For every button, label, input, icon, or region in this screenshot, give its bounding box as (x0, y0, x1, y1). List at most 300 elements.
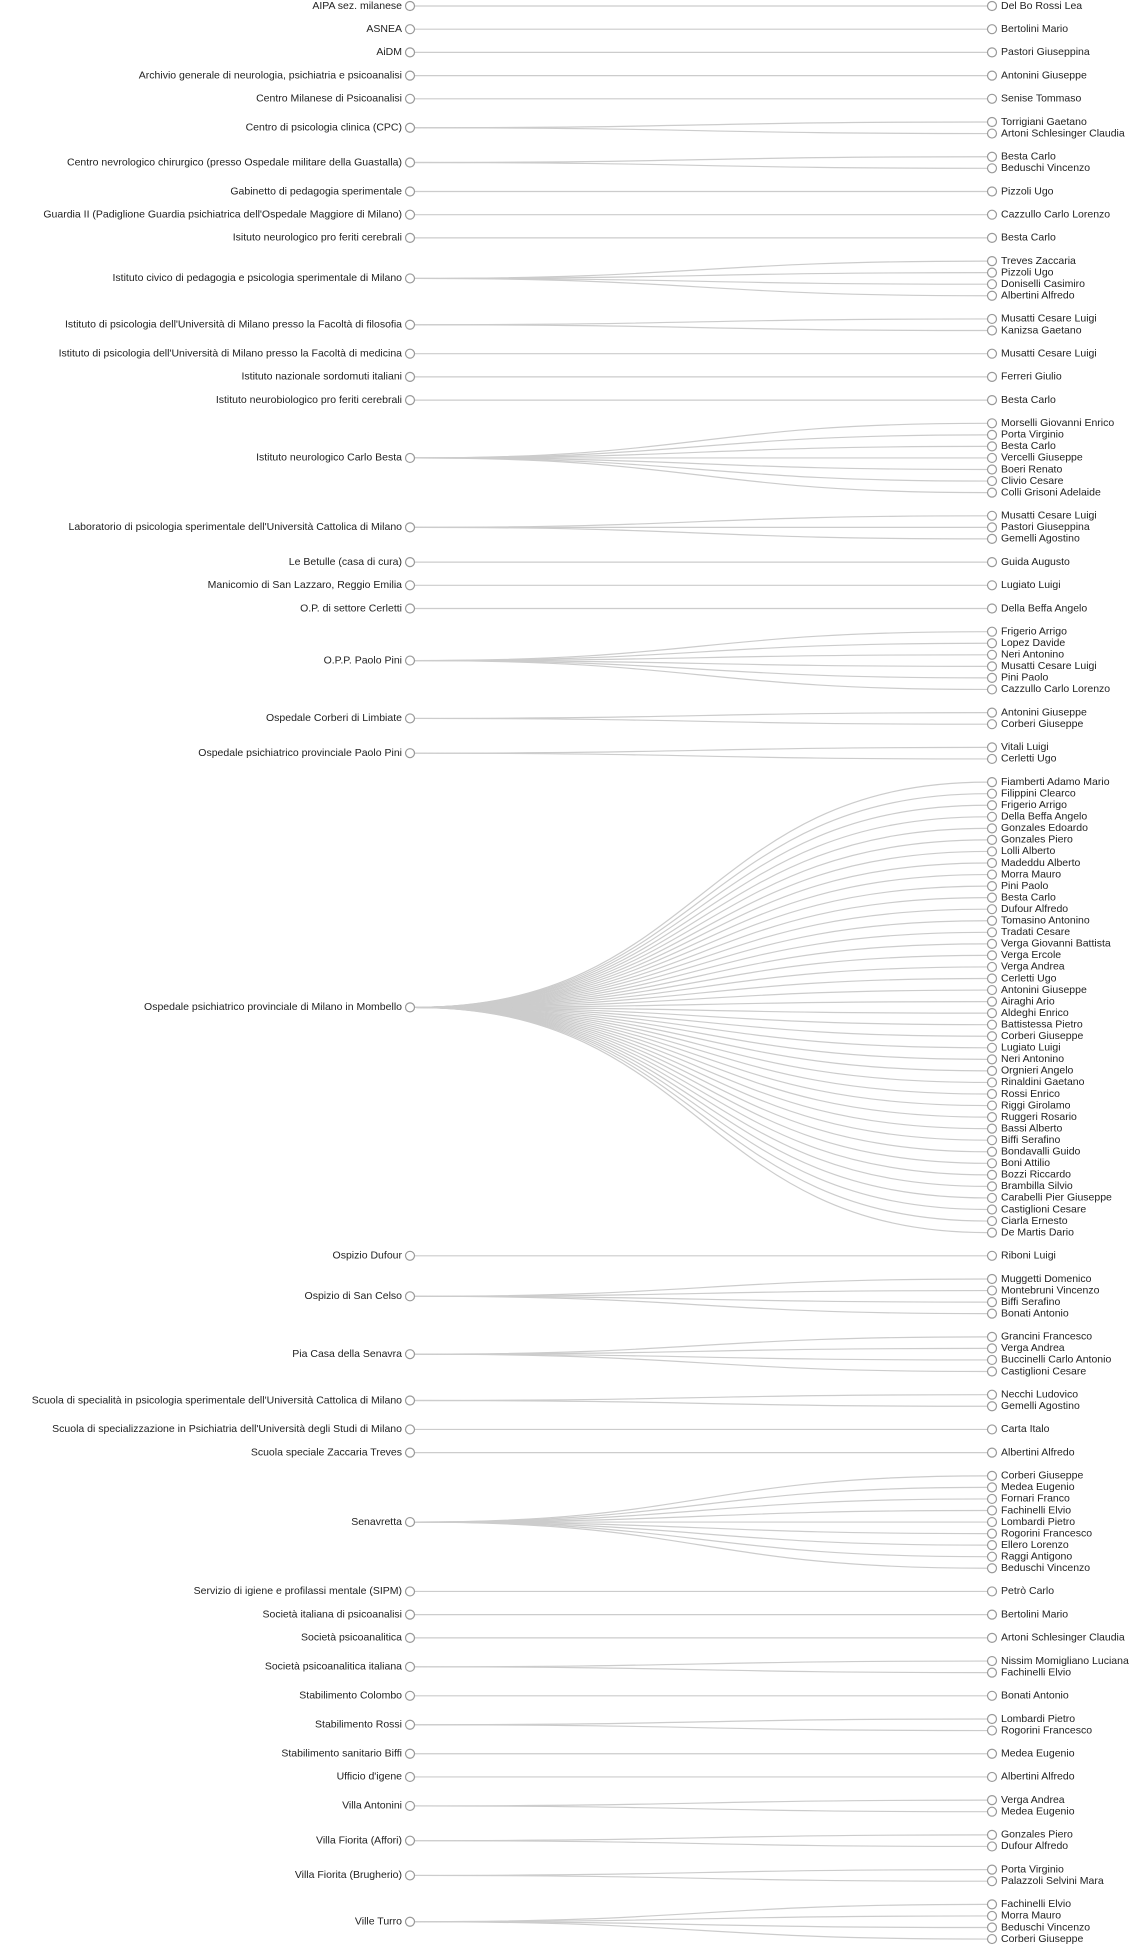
person-label: Torrigiani Gaetano (1001, 115, 1087, 128)
person-node[interactable] (988, 1633, 997, 1642)
person-node[interactable] (988, 1564, 997, 1573)
link-23-9 (415, 886, 988, 1007)
link-23-25 (415, 1007, 988, 1071)
institution-node[interactable] (406, 656, 415, 665)
person-label: Dufour Alfredo (1001, 1840, 1069, 1853)
person-node[interactable] (988, 129, 997, 138)
person-node[interactable] (988, 1136, 997, 1145)
person-label: Orgnieri Angelo (1001, 1064, 1074, 1077)
person-node[interactable] (988, 1205, 997, 1214)
institution-label: Le Betulle (casa di cura) (288, 555, 402, 568)
link-22-0 (415, 747, 988, 753)
institution-label: Ospedale psichiatrico provinciale di Milano in Mombello (144, 1001, 402, 1014)
person-node[interactable] (988, 1900, 997, 1909)
institution-label: Istituto neurologico Carlo Besta (256, 451, 402, 464)
institution-node[interactable] (406, 123, 415, 132)
person-node[interactable] (988, 939, 997, 948)
person-label: Frigerio Arrigo (1001, 625, 1067, 638)
person-label: Medea Eugenio (1001, 1805, 1075, 1818)
person-label: Petrò Carlo (1001, 1585, 1055, 1598)
person-node[interactable] (988, 1228, 997, 1237)
institution-node[interactable] (406, 187, 415, 196)
person-node[interactable] (988, 233, 997, 242)
person-label: Besta Carlo (1001, 150, 1056, 163)
person-node[interactable] (988, 1772, 997, 1781)
person-label: Verga Andrea (1001, 1793, 1065, 1806)
person-label: Medea Eugenio (1001, 1481, 1075, 1494)
person-label: Dufour Alfredo (1001, 902, 1069, 915)
person-label: Riggi Girolamo (1001, 1099, 1071, 1112)
person-node[interactable] (988, 1078, 997, 1087)
institution-node[interactable] (406, 396, 415, 405)
person-node[interactable] (988, 859, 997, 868)
person-label: Verga Giovanni Battista (1001, 937, 1111, 950)
person-node[interactable] (988, 928, 997, 937)
link-34-0 (415, 1661, 988, 1667)
person-node[interactable] (988, 1032, 997, 1041)
person-label: Porta Virginio (1001, 1863, 1064, 1876)
link-23-13 (415, 932, 988, 1007)
person-node[interactable] (988, 291, 997, 300)
person-node[interactable] (988, 1066, 997, 1075)
institution-label: Stabilimento Rossi (315, 1718, 402, 1731)
person-label: Porta Virginio (1001, 428, 1064, 441)
person-label: Artoni Schlesinger Claudia (1001, 127, 1125, 140)
person-label: Ferreri Giulio (1001, 370, 1062, 383)
link-23-30 (415, 1007, 988, 1128)
person-node[interactable] (988, 685, 997, 694)
person-label: Grancini Francesco (1001, 1330, 1093, 1343)
institution-label: ASNEA (366, 22, 402, 35)
person-node[interactable] (988, 1367, 997, 1376)
institution-label: Istituto neurobiologico pro feriti cerebrali (215, 393, 402, 406)
person-label: Cerletti Ugo (1001, 752, 1057, 765)
institution-node[interactable] (406, 523, 415, 532)
institution-label: Villa Fiorita (Affori) (316, 1834, 402, 1847)
person-label: Lopez Davide (1001, 637, 1066, 650)
person-node[interactable] (988, 349, 997, 358)
person-node[interactable] (988, 1124, 997, 1133)
institution-node[interactable] (406, 372, 415, 381)
institution-node[interactable] (406, 1749, 415, 1758)
person-node[interactable] (988, 1055, 997, 1064)
person-node[interactable] (988, 870, 997, 879)
link-16-0 (415, 516, 988, 528)
person-label: Gonzales Piero (1001, 833, 1073, 846)
person-node[interactable] (988, 1796, 997, 1805)
institution-node[interactable] (406, 1633, 415, 1642)
person-node[interactable] (988, 1541, 997, 1550)
institution-label: O.P.P. Paolo Pini (323, 654, 402, 667)
person-node[interactable] (988, 534, 997, 543)
person-label: Palazzoli Selvini Mara (1001, 1874, 1104, 1887)
institution-node[interactable] (406, 558, 415, 567)
person-node[interactable] (988, 916, 997, 925)
person-label: Biffi Serafino (1001, 1295, 1061, 1308)
person-node[interactable] (988, 1506, 997, 1515)
institution-node[interactable] (406, 1801, 415, 1810)
institution-label: Villa Fiorita (Brugherio) (294, 1869, 402, 1882)
institution-label: Scuola di specialità in psicologia sperimentale dell'Università Cattolica di Milano (31, 1394, 402, 1407)
person-node[interactable] (988, 882, 997, 891)
link-23-26 (415, 1007, 988, 1082)
person-node[interactable] (988, 326, 997, 335)
person-node[interactable] (988, 1657, 997, 1666)
person-node[interactable] (988, 71, 997, 80)
institution-node[interactable] (406, 714, 415, 723)
institution-node[interactable] (406, 2, 415, 11)
institution-node[interactable] (406, 749, 415, 758)
institution-node[interactable] (406, 1003, 415, 1012)
person-node[interactable] (988, 187, 997, 196)
person-label: Della Beffa Angelo (1001, 810, 1088, 823)
person-node[interactable] (988, 1529, 997, 1538)
link-23-6 (415, 851, 988, 1007)
link-23-33 (415, 1007, 988, 1163)
person-label: Bozzi Riccardo (1001, 1168, 1072, 1181)
person-label: Lombardi Pietro (1001, 1712, 1076, 1725)
person-node[interactable] (988, 1610, 997, 1619)
person-label: Rossi Enrico (1001, 1087, 1060, 1100)
institution-label: Istituto di psicologia dell'Università di Milano presso la Facoltà di filosofia (65, 318, 402, 331)
institution-label: Istituto nazionale sordomuti italiani (241, 370, 402, 383)
person-node[interactable] (988, 1830, 997, 1839)
person-node[interactable] (988, 627, 997, 636)
person-node[interactable] (988, 1090, 997, 1099)
institution-node[interactable] (406, 320, 415, 329)
link-22-1 (415, 753, 988, 759)
person-label: Morra Mauro (1001, 1909, 1062, 1922)
person-node[interactable] (988, 835, 997, 844)
person-node[interactable] (988, 280, 997, 289)
person-label: Fachinelli Elvio (1001, 1666, 1072, 1679)
institution-label: Centro Milanese di Psicoanalisi (256, 92, 402, 105)
person-label: Brambilla Silvio (1001, 1180, 1073, 1193)
person-node[interactable] (988, 708, 997, 717)
person-label: Gonzales Edoardo (1001, 822, 1088, 835)
institution-node[interactable] (406, 1871, 415, 1880)
institution-node[interactable] (406, 1425, 415, 1434)
institution-node[interactable] (406, 71, 415, 80)
institution-label: Senavretta (351, 1515, 402, 1528)
link-23-14 (415, 944, 988, 1008)
person-node[interactable] (988, 1726, 997, 1735)
person-label: Pastori Giuseppina (1001, 46, 1090, 59)
person-node[interactable] (988, 789, 997, 798)
person-label: Besta Carlo (1001, 393, 1056, 406)
person-node[interactable] (988, 893, 997, 902)
institution-node[interactable] (406, 581, 415, 590)
person-node[interactable] (988, 372, 997, 381)
person-label: Neri Antonino (1001, 1053, 1065, 1066)
person-node[interactable] (988, 1390, 997, 1399)
person-node[interactable] (988, 581, 997, 590)
person-node[interactable] (988, 801, 997, 810)
person-node[interactable] (988, 523, 997, 532)
person-label: Ellero Lorenzo (1001, 1538, 1069, 1551)
person-node[interactable] (988, 1842, 997, 1851)
institution-node[interactable] (406, 1350, 415, 1359)
person-node[interactable] (988, 1251, 997, 1260)
person-label: Albertini Alfredo (1001, 1770, 1075, 1783)
person-node[interactable] (988, 1691, 997, 1700)
person-label: Pini Paolo (1001, 671, 1049, 684)
link-11-1 (415, 325, 988, 331)
person-label: Bassi Alberto (1001, 1122, 1063, 1135)
person-node[interactable] (988, 986, 997, 995)
person-node[interactable] (988, 419, 997, 428)
person-node[interactable] (988, 152, 997, 161)
person-node[interactable] (988, 1877, 997, 1886)
person-label: Madeddu Alberto (1001, 856, 1081, 869)
link-11-0 (415, 319, 988, 325)
person-node[interactable] (988, 210, 997, 219)
person-node[interactable] (988, 164, 997, 173)
person-node[interactable] (988, 314, 997, 323)
person-node[interactable] (988, 951, 997, 960)
institution-label: Laboratorio di psicologia sperimentale dell'Università Cattolica di Milano (68, 521, 402, 534)
person-node[interactable] (988, 1668, 997, 1677)
person-node[interactable] (988, 1923, 997, 1932)
person-label: Aldeghi Enrico (1001, 1006, 1069, 1019)
person-label: Musatti Cesare Luigi (1001, 660, 1097, 673)
person-node[interactable] (988, 812, 997, 821)
institution-node[interactable] (406, 274, 415, 283)
person-label: Antonini Giuseppe (1001, 706, 1087, 719)
person-node[interactable] (988, 94, 997, 103)
institution-label: Scuola speciale Zaccaria Treves (250, 1446, 402, 1459)
person-label: Lugiato Luigi (1001, 579, 1061, 592)
person-label: Musatti Cesare Luigi (1001, 509, 1097, 522)
institution-node[interactable] (406, 210, 415, 219)
person-label: Nissim Momigliano Luciana (1001, 1654, 1129, 1667)
person-label: Morselli Giovanni Enrico (1001, 417, 1115, 430)
person-node[interactable] (988, 488, 997, 497)
person-node[interactable] (988, 824, 997, 833)
person-node[interactable] (988, 1587, 997, 1596)
person-node[interactable] (988, 1448, 997, 1457)
institution-label: Società psicoanalitica (301, 1631, 402, 1644)
institution-node[interactable] (406, 1251, 415, 1260)
person-node[interactable] (988, 1147, 997, 1156)
person-node[interactable] (988, 1043, 997, 1052)
person-node[interactable] (988, 1298, 997, 1307)
person-node[interactable] (988, 905, 997, 914)
person-node[interactable] (988, 997, 997, 1006)
person-label: Bonati Antonio (1001, 1307, 1069, 1320)
institution-node[interactable] (406, 1448, 415, 1457)
person-node[interactable] (988, 1344, 997, 1353)
person-node[interactable] (988, 477, 997, 486)
person-node[interactable] (988, 1286, 997, 1295)
person-node[interactable] (988, 118, 997, 127)
person-node[interactable] (988, 2, 997, 11)
person-node[interactable] (988, 720, 997, 729)
person-node[interactable] (988, 1807, 997, 1816)
institution-node[interactable] (406, 1396, 415, 1405)
person-label: Bertolini Mario (1001, 22, 1069, 35)
person-label: Pini Paolo (1001, 879, 1049, 892)
person-node[interactable] (988, 1193, 997, 1202)
link-16-2 (415, 527, 988, 539)
institution-label: O.P. di settore Cerletti (300, 602, 402, 615)
person-label: Necchi Ludovico (1001, 1388, 1079, 1401)
person-node[interactable] (988, 465, 997, 474)
person-node[interactable] (988, 754, 997, 763)
person-node[interactable] (988, 650, 997, 659)
person-node[interactable] (988, 1113, 997, 1122)
person-label: Carabelli Pier Giuseppe (1001, 1191, 1112, 1204)
person-label: Gemelli Agostino (1001, 532, 1080, 545)
person-node[interactable] (988, 778, 997, 787)
person-node[interactable] (988, 1182, 997, 1191)
person-label: Castiglioni Cesare (1001, 1365, 1087, 1378)
person-node[interactable] (988, 442, 997, 451)
person-label: Riboni Luigi (1001, 1249, 1056, 1262)
institution-node[interactable] (406, 1610, 415, 1619)
person-label: Besta Carlo (1001, 231, 1056, 244)
person-node[interactable] (988, 25, 997, 34)
institution-node[interactable] (406, 453, 415, 462)
person-node[interactable] (988, 1101, 997, 1110)
person-node[interactable] (988, 1402, 997, 1411)
person-label: Fachinelli Elvio (1001, 1898, 1072, 1911)
institution-node[interactable] (406, 1836, 415, 1845)
person-node[interactable] (988, 1911, 997, 1920)
institution-node[interactable] (406, 1772, 415, 1781)
institution-node[interactable] (406, 1720, 415, 1729)
person-label: Carta Italo (1001, 1423, 1050, 1436)
person-node[interactable] (988, 1009, 997, 1018)
person-label: Castiglioni Cesare (1001, 1203, 1087, 1216)
institution-node[interactable] (406, 25, 415, 34)
institution-label: Pia Casa della Senavra (292, 1347, 402, 1360)
person-node[interactable] (988, 1170, 997, 1179)
institution-node[interactable] (406, 94, 415, 103)
link-23-4 (415, 828, 988, 1007)
institution-node[interactable] (406, 1662, 415, 1671)
person-node[interactable] (988, 257, 997, 266)
person-label: Beduschi Vincenzo (1001, 1921, 1091, 1934)
institution-node[interactable] (406, 1917, 415, 1926)
person-node[interactable] (988, 1355, 997, 1364)
person-label: Frigerio Arrigo (1001, 799, 1067, 812)
person-label: Guida Augusto (1001, 555, 1070, 568)
person-node[interactable] (988, 1425, 997, 1434)
person-label: Bonati Antonio (1001, 1689, 1069, 1702)
person-node[interactable] (988, 1518, 997, 1527)
person-label: Corberi Giuseppe (1001, 1469, 1084, 1482)
person-node[interactable] (988, 1020, 997, 1029)
person-label: Boeri Renato (1001, 463, 1063, 476)
institution-node[interactable] (406, 604, 415, 613)
person-node[interactable] (988, 396, 997, 405)
institution-node[interactable] (406, 349, 415, 358)
person-node[interactable] (988, 1217, 997, 1226)
person-node[interactable] (988, 1935, 997, 1944)
person-node[interactable] (988, 1471, 997, 1480)
person-node[interactable] (988, 558, 997, 567)
person-node[interactable] (988, 639, 997, 648)
person-node[interactable] (988, 1332, 997, 1341)
person-label: Morra Mauro (1001, 868, 1062, 881)
institution-node[interactable] (406, 1292, 415, 1301)
person-node[interactable] (988, 673, 997, 682)
person-node[interactable] (988, 604, 997, 613)
person-node[interactable] (988, 974, 997, 983)
person-node[interactable] (988, 1552, 997, 1561)
link-41-1 (415, 1875, 988, 1881)
institution-node[interactable] (406, 158, 415, 167)
institution-label: Ufficio d'igene (336, 1770, 402, 1783)
person-label: Tradati Cesare (1001, 926, 1071, 939)
institution-label: Istituto di psicologia dell'Università di Milano presso la Facoltà di medicina (58, 347, 402, 360)
link-23-39 (415, 1007, 988, 1232)
person-label: Doniselli Casimiro (1001, 277, 1086, 290)
institution-node[interactable] (406, 48, 415, 57)
person-label: Besta Carlo (1001, 891, 1056, 904)
person-label: Besta Carlo (1001, 440, 1056, 453)
person-node[interactable] (988, 847, 997, 856)
person-label: Cazzullo Carlo Lorenzo (1001, 683, 1111, 696)
institution-label: Ville Turro (354, 1915, 402, 1928)
person-node[interactable] (988, 1159, 997, 1168)
person-label: Artoni Schlesinger Claudia (1001, 1631, 1125, 1644)
institution-node[interactable] (406, 1587, 415, 1596)
person-node[interactable] (988, 962, 997, 971)
person-node[interactable] (988, 1483, 997, 1492)
person-label: Neri Antonino (1001, 648, 1065, 661)
person-node[interactable] (988, 430, 997, 439)
person-label: Cazzullo Carlo Lorenzo (1001, 208, 1111, 221)
person-label: Medea Eugenio (1001, 1747, 1075, 1760)
institution-label: Istituto civico di pedagogia e psicologia sperimentale di Milano (112, 272, 402, 285)
person-node[interactable] (988, 1309, 997, 1318)
person-label: Senise Tommaso (1001, 92, 1082, 105)
institution-node[interactable] (406, 233, 415, 242)
link-39-1 (415, 1806, 988, 1812)
institution-node[interactable] (406, 1518, 415, 1527)
person-node[interactable] (988, 1749, 997, 1758)
person-label: Treves Zaccaria (1001, 254, 1076, 267)
person-node[interactable] (988, 1715, 997, 1724)
person-node[interactable] (988, 1865, 997, 1874)
link-20-5 (415, 661, 988, 690)
person-node[interactable] (988, 511, 997, 520)
institution-node[interactable] (406, 1691, 415, 1700)
person-label: Verga Andrea (1001, 1342, 1065, 1355)
institution-label: Stabilimento sanitario Biffi (281, 1747, 402, 1760)
person-node[interactable] (988, 48, 997, 57)
person-node[interactable] (988, 453, 997, 462)
person-node[interactable] (988, 1494, 997, 1503)
institution-label: Archivio generale di neurologia, psichiatria e psicoanalisi (138, 69, 402, 82)
person-node[interactable] (988, 268, 997, 277)
person-label: Bertolini Mario (1001, 1608, 1069, 1621)
link-23-35 (415, 1007, 988, 1186)
person-node[interactable] (988, 662, 997, 671)
institution-label: Isituto neurologico pro feriti cerebrali (232, 231, 402, 244)
person-label: Muggetti Domenico (1001, 1272, 1092, 1285)
person-node[interactable] (988, 1275, 997, 1284)
person-node[interactable] (988, 743, 997, 752)
link-5-1 (415, 128, 988, 134)
link-36-0 (415, 1719, 988, 1725)
link-23-0 (415, 782, 988, 1007)
person-label: Vitali Luigi (1001, 741, 1049, 754)
person-label: Fachinelli Elvio (1001, 1504, 1072, 1517)
link-39-0 (415, 1800, 988, 1806)
